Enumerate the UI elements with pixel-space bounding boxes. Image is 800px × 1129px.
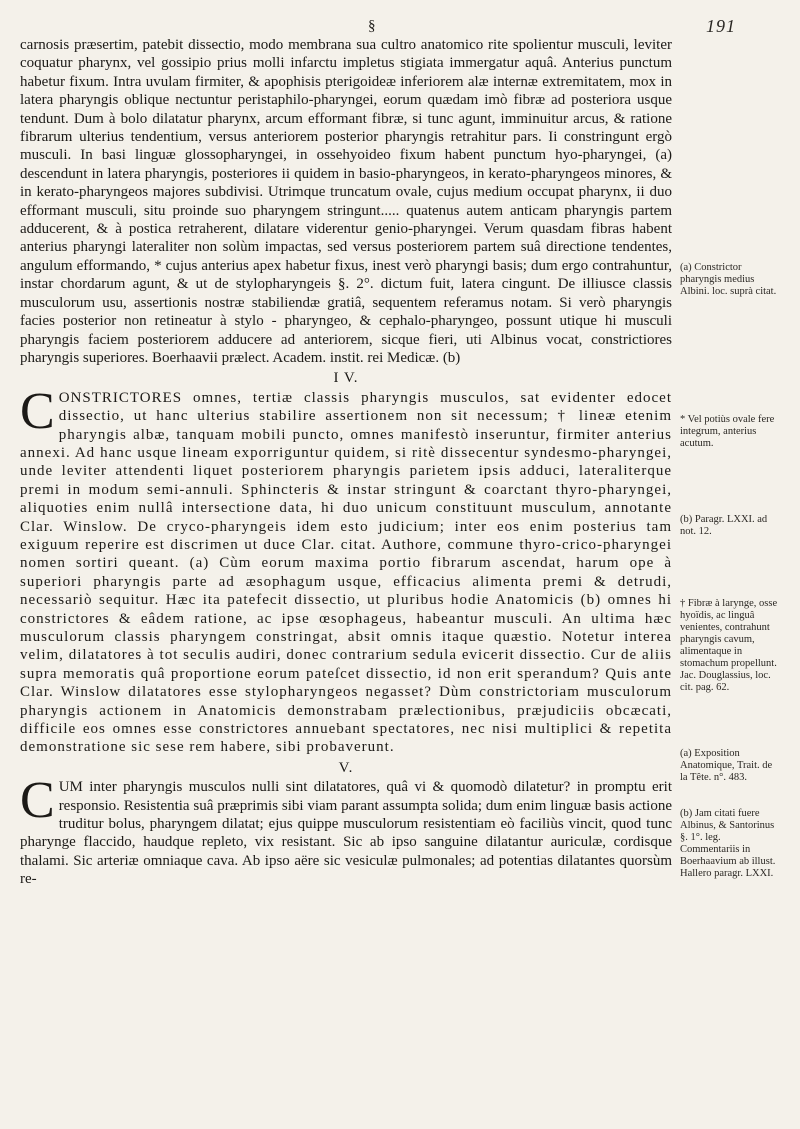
side-note-fibrae: † Fibræ à larynge, osse hyoïdis, ac linguâ venientes, contrahunt pharyngis cavum, alimentaque in stomachum propellunt. Jac. Douglassius, loc. cit. pag. 62. (680, 598, 778, 693)
drop-cap-c: C (20, 382, 55, 440)
page-number: 191 (706, 16, 736, 36)
paragraph-2-text: ONSTRICTORES omnes, tertiæ classis pharyngis musculos, sat evidenter edocet dissectio, ut hanc ulterius stabilire assertionem non sit necessum; † lineæ etenim pharyngis albæ, tanquam mobili puncto, omnes manifestò inseruntur, firmiter anterius annexi. Ad hanc usque lineam exporriguntur quidem, si ritè dissecentur syndesmo-pharyngei, unde leviter attendenti liquet posteriorem pharyngis parietem ipsis adduci, lateraliterque premi in modum semi-annuli. Sphincteris & instar stringunt & coarctant thyro-pharyngei, aliquoties enim nullâ intersectione data, hi duo unicum constituunt musculum, annotante Clar. Winslow. De cryco-pharyngeis idem esto judicium; inter eos enim posterius tam exiguum reperire est discrimen ut duce Clar. citat. Authore, commune thyro-crico-pharyngei nomen sortiri queant. (a) Cùm eorum maxima portio fibrarum ascendat, harum ope à superiori pharyngis parte ad æsophagum usque, efficacius alimenta premi & detrudi, necessariò sequitur. Hæc ita patefecit dissectio, ut pluribus hodie Anatomicis (b) omnes hi constrictores & eâdem ratione, ac ipse œsophageus, habeantur musculi. An ultima hæc musculorum classis pharyngem constringat, absit omnis itaque quæstio. Notetur interea velim, dilatatores à tot seculis audiri, donec contrarium sedula evicerit dissectio. Cur de aliis supra memoratis quâ proportione eorum pateſcet dissectio, id non erit sperandum? Quis ante Clar. Winslow dilatatores esse stylopharyngeos negasset? Dùm constrictoriam musculorum pharyngis actionem in Anatomicis demonstrabam prælectionibus, præjudiciis obcæcati, difficile eos omnes esse constrictores annuebant spectatores, nec nisi multiplici & repetita demonstratione sic sese rem habere, sibi probaverunt. (20, 389, 672, 756)
drop-cap-c-2: C (20, 772, 55, 830)
side-note-a-exposition: (a) Exposition Anatomique, Trait. de la Tête. n°. 483. (680, 748, 773, 783)
paragraph-3 (20, 772, 672, 888)
paragraph-1: carnosis præsertim, patebit dissectio, modo membrana sua cultro anatomico rite spolientur musculi, leviter coquatur pharynx, vel gossipio prius molli infarctu impletus stigiata immergatur aquâ. Anterius punctum habetur fixum. Intra uvulam firmiter, & apophisis pterigoideæ inferiorem alæ internæ extremitatem, mox in latera pharyngis oblique nectuntur peristaphilo-pharyngei, eorum quædam imò fibræ ad posteriora usque tendunt. Dum à bolo dilatatur pharynx, arcum efformant fibræ, si tunc agunt, imminuitur arcus, & ratione fibrarum ulterius tendentium, versus anteriorem posterior pharyngis retrahitur pars. Ii constringunt ergò musculi. In basi linguæ glossopharyngei, in ossehyoideo fixum habent punctum hyo-pharyngei, (a) descendunt in latera pharyngis, posteriores ii quidem in basio-pharyngeos, in kerato-pharyngeos minores, & in kerato-pharyngeos majores subdivisi. Utrimque truncatum ovale, cujus medium occupat pharynx, ii duo efformant musculi, situ proinde suo pharyngem stringunt..... quatenus autem anticam pharyngis partem adducerent, & à postica retraherent, dilatare viderentur genio-pharyngei. Verum quasdam fibras habent anterius pharyngi lateraliter non solùm impactas, sed versus posteriorem partem suâ directione tendentes, angulum efformando, * cujus anterius apex habetur fixus, inest verò pharyngi basis; dum ergo contrahuntur, instar chordarum agunt, & ut de stylopharyngeis §. 2°. dictum fuit, latera cingunt. De illiusce classis musculorum usu, assertionis nostræ stabiliendæ gratiâ, sequentem referamus notam. Si verò pharyngis facies posterior non retineatur à stylo - pharyngeo, & cephalo-pharyngeo, possunt utique hi musculi pharyngis faciem posteriorem adducere ad anteriorem, sicque fieri, uti Albinus vocat, constrictiores pharyngis superiores. Boerhaavii prælect. Academ. instit. rei Medicæ. (b) (20, 37, 672, 366)
paragraph-3-text: UM inter pharyngis musculos nulli sint dilatatores, quâ vi & quomodò dilatetur? in promptu erit responsio. Resistentia suâ præprimis sibi viam parant assumpta solida; dum enim linguæ basis actione truditur bolus, pharyngem dilatat; ejus quippe musculorum resistentiam eò faciliùs vincit, quod tunc pharynge flaccido, haudque repleto, vix resistant. Sic ab ipso sanguine dilatantur auriculæ, cordisque thalami. Sic arteriæ omniaque cava. Ab ipso aëre sic vesiculæ pulmonales; ad potentias dilatantes quorsùm re- (20, 779, 672, 888)
side-note-b-paragr: (b) Paragr. LXXI. ad not. 12. (680, 514, 768, 537)
section-heading-v: V. (338, 759, 354, 776)
side-note-ovale: * Vel potiùs ovale fere integrum, anterius acutum. (680, 414, 775, 449)
running-mark: § (368, 18, 376, 34)
side-note-b-albinus: (b) Jam citati fuere Albinus, & Santorinus §. 1°. leg. Commentariis in Boerhaavium ab illust. Hallero paragr. LXXI. (680, 808, 776, 879)
section-heading-iv: I V. (333, 370, 359, 387)
paragraph-2 (20, 382, 672, 757)
side-note-a-constrictor: (a) Constrictor pharyngis medius Albini. loc. suprà citat. (680, 262, 777, 297)
main-text-column (20, 36, 672, 889)
